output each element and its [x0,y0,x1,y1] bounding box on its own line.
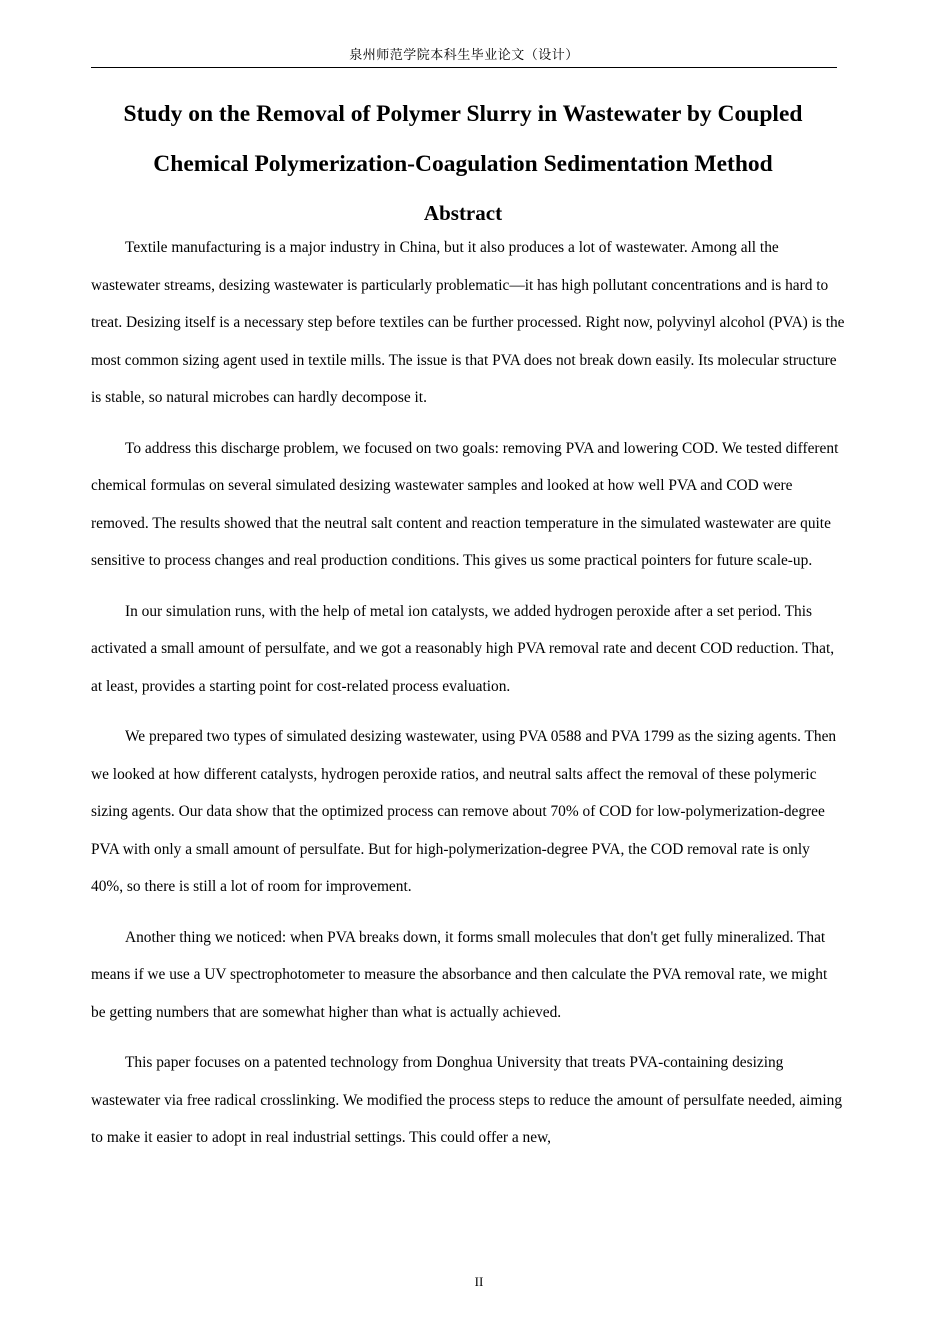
abstract-heading: Abstract [423,201,503,225]
paper-title-line-2: Chemical Polymerization-Coagulation Sedimentation Method [153,151,773,177]
paper-title-line-1: Study on the Removal of Polymer Slurry in Wastewater by Coupled [123,101,803,127]
abstract-paragraph: Another thing we noticed: when PVA breaks down, it forms small molecules that don't get fully mineralized. That means if we use a UV spectrophotometer to measure the absorbance and then calculate the PVA removal rate, we might be getting numbers that are somewhat higher than what is actually achieved. [91,928,828,1021]
abstract-paragraph: We prepared two types of simulated desizing wastewater, using PVA 0588 and PVA 1799 as the sizing agents. Then we looked at how different catalysts, hydrogen peroxide ratios, and neutral salts affect the removal of these polymeric sizing agents. Our data show that the optimized process can remove about 70% of COD for low-polymerization-degree PVA with only a small amount of persulfate. But for high-polymerization-degree PVA, the COD removal rate is only 40%, so there is still a lot of room for improvement. [91,728,837,895]
abstract-paragraph: To address this discharge problem, we focused on two goals: removing PVA and lowering COD. We tested different chemical formulas on several simulated desizing wastewater samples and looked at how well PVA and COD were removed. The results showed that the neutral salt content and reaction temperature in the simulated wastewater are quite sensitive to process changes and real production conditions. This gives us some practical pointers for future scale-up. [91,439,839,569]
abstract-paragraph: In our simulation runs, with the help of metal ion catalysts, we added hydrogen peroxide after a set period. This activated a small amount of persulfate, and we got a reasonably high PVA removal rate and decent COD reduction. That, at least, provides a starting point for cost-related process evaluation. [91,602,835,695]
abstract-body [91,229,845,1170]
page-number: II [474,1274,484,1289]
abstract-paragraph: Textile manufacturing is a major industry in China, but it also produces a lot of wastewater. Among all the wastewater streams, desizing wastewater is particularly problematic—it has high pollutant concentrations and is hard to treat. Desizing itself is a necessary step before textiles can be further processed. Right now, polyvinyl alcohol (PVA) is the most common sizing agent used in textile mills. The issue is that PVA does not break down easily. Its molecular structure is stable, so natural microbes can hardly decompose it. [91,239,845,406]
running-header: 泉州师范学院本科生毕业论文（设计） [91,46,837,68]
abstract-paragraph: This paper focuses on a patented technology from Donghua University that treats PVA-containing desizing wastewater via free radical crosslinking. We modified the process steps to reduce the amount of persulfate needed, aiming to make it easier to adopt in real industrial settings. This could offer a new, [91,1054,843,1146]
